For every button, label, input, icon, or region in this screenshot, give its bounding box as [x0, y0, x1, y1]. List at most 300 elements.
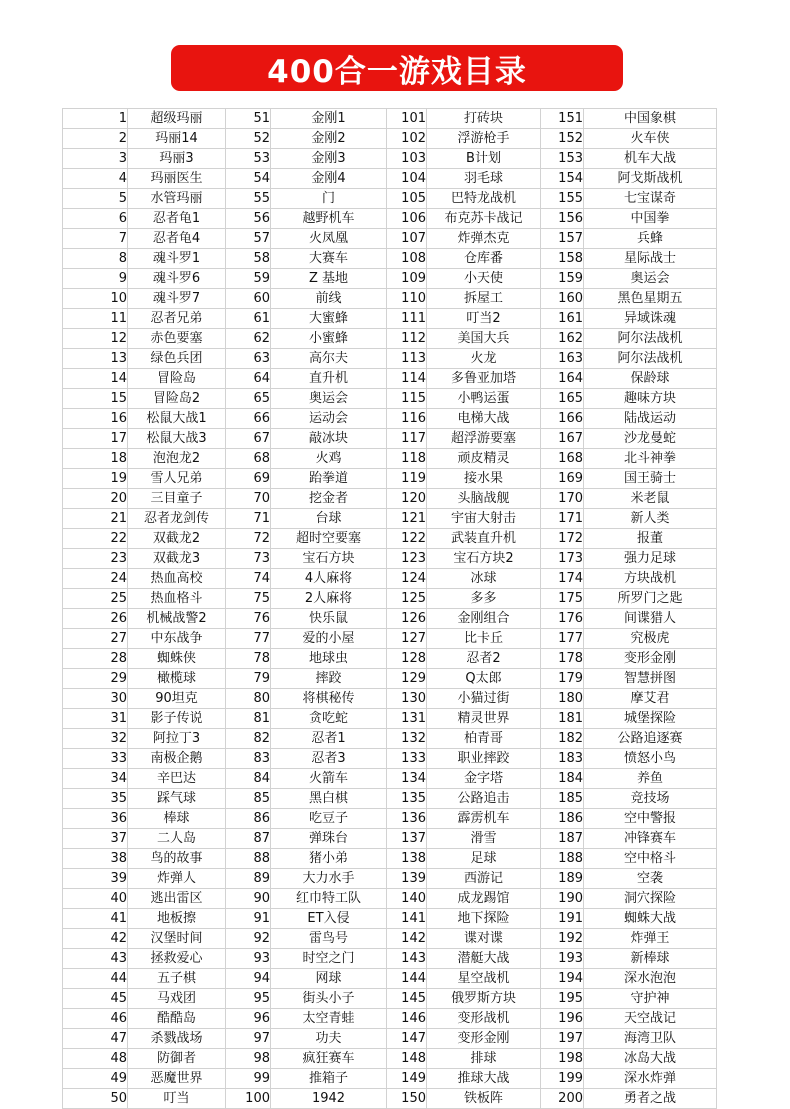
game-title: 敲冰块: [271, 429, 387, 449]
game-title: 黑白棋: [271, 789, 387, 809]
game-catalog-table: [62, 108, 717, 1109]
game-title: 金刚4: [271, 169, 387, 189]
game-number: 44: [63, 969, 128, 989]
game-number: 82: [226, 729, 271, 749]
game-title: 水管玛丽: [128, 189, 226, 209]
game-number: 90: [226, 889, 271, 909]
game-title: 保龄球: [584, 369, 717, 389]
game-number: 59: [226, 269, 271, 289]
game-title: 星际战士: [584, 249, 717, 269]
game-title: 中国象棋: [584, 109, 717, 129]
game-title: Q太郎: [427, 669, 541, 689]
game-number: 61: [226, 309, 271, 329]
game-title: 玛丽14: [128, 129, 226, 149]
game-title: 铁板阵: [427, 1089, 541, 1109]
game-title: 火凤凰: [271, 229, 387, 249]
game-number: 195: [541, 989, 584, 1009]
game-number: 171: [541, 509, 584, 529]
game-title: 布克苏卡战记: [427, 209, 541, 229]
game-number: 126: [387, 609, 427, 629]
game-title: ET入侵: [271, 909, 387, 929]
game-number: 161: [541, 309, 584, 329]
table-row: [63, 609, 717, 629]
game-number: 94: [226, 969, 271, 989]
game-number: 102: [387, 129, 427, 149]
game-title: 浮游枪手: [427, 129, 541, 149]
game-number: 93: [226, 949, 271, 969]
game-title: 地球虫: [271, 649, 387, 669]
game-number: 125: [387, 589, 427, 609]
game-title: 金刚2: [271, 129, 387, 149]
table-row: [63, 929, 717, 949]
game-number: 99: [226, 1069, 271, 1089]
game-title: 仓库番: [427, 249, 541, 269]
game-number: 79: [226, 669, 271, 689]
game-title: 愤怒小鸟: [584, 749, 717, 769]
game-title: 美国大兵: [427, 329, 541, 349]
game-title: 大蜜蜂: [271, 309, 387, 329]
game-number: 107: [387, 229, 427, 249]
game-title: 沙龙曼蛇: [584, 429, 717, 449]
game-number: 92: [226, 929, 271, 949]
table-row: [63, 489, 717, 509]
game-number: 37: [63, 829, 128, 849]
game-title: 地板擦: [128, 909, 226, 929]
table-row: [63, 369, 717, 389]
game-number: 43: [63, 949, 128, 969]
game-number: 55: [226, 189, 271, 209]
table-row: [63, 989, 717, 1009]
table-row: [63, 209, 717, 229]
game-number: 130: [387, 689, 427, 709]
table-row: [63, 749, 717, 769]
game-number: 74: [226, 569, 271, 589]
game-title: 冒险岛: [128, 369, 226, 389]
game-number: 176: [541, 609, 584, 629]
game-title: 守护神: [584, 989, 717, 1009]
game-title: 排球: [427, 1049, 541, 1069]
game-title: 大赛车: [271, 249, 387, 269]
game-title: 竞技场: [584, 789, 717, 809]
game-title: 方块战机: [584, 569, 717, 589]
game-number: 54: [226, 169, 271, 189]
game-number: 19: [63, 469, 128, 489]
table-row: [63, 469, 717, 489]
game-number: 178: [541, 649, 584, 669]
game-title: 影子传说: [128, 709, 226, 729]
game-number: 121: [387, 509, 427, 529]
game-title: 4人麻将: [271, 569, 387, 589]
game-number: 124: [387, 569, 427, 589]
game-number: 113: [387, 349, 427, 369]
game-number: 197: [541, 1029, 584, 1049]
game-title: 养鱼: [584, 769, 717, 789]
game-title: 玛丽医生: [128, 169, 226, 189]
game-title: 汉堡时间: [128, 929, 226, 949]
game-title: 蜘蛛侠: [128, 649, 226, 669]
game-title: 雪人兄弟: [128, 469, 226, 489]
table-row: [63, 889, 717, 909]
game-title: 趣味方块: [584, 389, 717, 409]
game-number: 170: [541, 489, 584, 509]
game-title: 成龙踢馆: [427, 889, 541, 909]
game-title: 二人岛: [128, 829, 226, 849]
game-number: 137: [387, 829, 427, 849]
game-number: 139: [387, 869, 427, 889]
game-number: 34: [63, 769, 128, 789]
game-number: 117: [387, 429, 427, 449]
game-title: 异域诛魂: [584, 309, 717, 329]
game-title: 网球: [271, 969, 387, 989]
game-number: 200: [541, 1089, 584, 1109]
game-number: 154: [541, 169, 584, 189]
game-title: 泡泡龙2: [128, 449, 226, 469]
table-row: [63, 709, 717, 729]
game-number: 8: [63, 249, 128, 269]
game-title: 越野机车: [271, 209, 387, 229]
game-title: 蜘蛛大战: [584, 909, 717, 929]
game-title: 俄罗斯方块: [427, 989, 541, 1009]
game-title: 1942: [271, 1089, 387, 1109]
game-number: 194: [541, 969, 584, 989]
game-number: 153: [541, 149, 584, 169]
game-title: 多鲁亚加塔: [427, 369, 541, 389]
game-number: 76: [226, 609, 271, 629]
game-number: 149: [387, 1069, 427, 1089]
game-number: 141: [387, 909, 427, 929]
game-catalog-body: [63, 109, 717, 1109]
game-title: 雷鸟号: [271, 929, 387, 949]
table-row: [63, 509, 717, 529]
game-title: 忍者兄弟: [128, 309, 226, 329]
game-title: 魂斗罗6: [128, 269, 226, 289]
game-number: 108: [387, 249, 427, 269]
game-number: 45: [63, 989, 128, 1009]
game-number: 160: [541, 289, 584, 309]
game-title: 直升机: [271, 369, 387, 389]
game-title: 绿色兵团: [128, 349, 226, 369]
title-banner: [171, 45, 623, 91]
game-number: 52: [226, 129, 271, 149]
game-number: 29: [63, 669, 128, 689]
game-number: 148: [387, 1049, 427, 1069]
game-number: 31: [63, 709, 128, 729]
game-title: 台球: [271, 509, 387, 529]
table-row: [63, 449, 717, 469]
game-title: 逃出雷区: [128, 889, 226, 909]
game-number: 174: [541, 569, 584, 589]
game-number: 81: [226, 709, 271, 729]
game-number: 100: [226, 1089, 271, 1109]
game-number: 49: [63, 1069, 128, 1089]
game-title: 滑雪: [427, 829, 541, 849]
game-number: 10: [63, 289, 128, 309]
game-number: 27: [63, 629, 128, 649]
game-title: 弹珠台: [271, 829, 387, 849]
game-title: 智慧拼图: [584, 669, 717, 689]
game-title: 叮当2: [427, 309, 541, 329]
game-number: 129: [387, 669, 427, 689]
game-number: 57: [226, 229, 271, 249]
game-number: 87: [226, 829, 271, 849]
game-number: 5: [63, 189, 128, 209]
game-number: 3: [63, 149, 128, 169]
game-number: 7: [63, 229, 128, 249]
game-number: 184: [541, 769, 584, 789]
game-title: 火箭车: [271, 769, 387, 789]
game-number: 187: [541, 829, 584, 849]
game-number: 138: [387, 849, 427, 869]
game-title: 电梯大战: [427, 409, 541, 429]
game-number: 167: [541, 429, 584, 449]
game-number: 186: [541, 809, 584, 829]
game-number: 33: [63, 749, 128, 769]
game-number: 164: [541, 369, 584, 389]
game-number: 169: [541, 469, 584, 489]
game-title: 间谍猎人: [584, 609, 717, 629]
game-number: 40: [63, 889, 128, 909]
game-title: 深水炸弹: [584, 1069, 717, 1089]
table-row: [63, 729, 717, 749]
game-number: 192: [541, 929, 584, 949]
game-number: 26: [63, 609, 128, 629]
game-title: 七宝谋奇: [584, 189, 717, 209]
game-number: 111: [387, 309, 427, 329]
game-title: 炸弹杰克: [427, 229, 541, 249]
game-title: 接水果: [427, 469, 541, 489]
table-row: [63, 129, 717, 149]
game-title: 挖金者: [271, 489, 387, 509]
game-title: 辛巴达: [128, 769, 226, 789]
game-title: 宝石方块2: [427, 549, 541, 569]
game-title: 踩气球: [128, 789, 226, 809]
game-title: B计划: [427, 149, 541, 169]
game-title: 南极企鹅: [128, 749, 226, 769]
game-title: 潜艇大战: [427, 949, 541, 969]
game-number: 9: [63, 269, 128, 289]
game-title: 90坦克: [128, 689, 226, 709]
game-title: 炸弹人: [128, 869, 226, 889]
game-number: 46: [63, 1009, 128, 1029]
game-title: 吃豆子: [271, 809, 387, 829]
game-title: 洞穴探险: [584, 889, 717, 909]
game-number: 155: [541, 189, 584, 209]
game-title: 跆拳道: [271, 469, 387, 489]
game-number: 145: [387, 989, 427, 1009]
game-number: 127: [387, 629, 427, 649]
table-row: [63, 689, 717, 709]
game-number: 18: [63, 449, 128, 469]
game-title: 高尔夫: [271, 349, 387, 369]
game-title: 阿尔法战机: [584, 329, 717, 349]
table-row: [63, 349, 717, 369]
game-number: 119: [387, 469, 427, 489]
game-title: 疯狂赛车: [271, 1049, 387, 1069]
table-row: [63, 949, 717, 969]
game-title: 阿戈斯战机: [584, 169, 717, 189]
game-title: 新棒球: [584, 949, 717, 969]
game-number: 85: [226, 789, 271, 809]
game-number: 16: [63, 409, 128, 429]
game-title: 勇者之战: [584, 1089, 717, 1109]
game-number: 24: [63, 569, 128, 589]
game-title: Z 基地: [271, 269, 387, 289]
game-number: 2: [63, 129, 128, 149]
game-title: 霹雳机车: [427, 809, 541, 829]
game-title: 超浮游要塞: [427, 429, 541, 449]
game-title: 忍者龟1: [128, 209, 226, 229]
game-title: 变形金刚: [584, 649, 717, 669]
game-number: 144: [387, 969, 427, 989]
game-title: 武装直升机: [427, 529, 541, 549]
game-number: 166: [541, 409, 584, 429]
game-title: 热血高校: [128, 569, 226, 589]
game-title: 奥运会: [584, 269, 717, 289]
game-title: 新人类: [584, 509, 717, 529]
game-title: 小天使: [427, 269, 541, 289]
game-number: 69: [226, 469, 271, 489]
game-number: 23: [63, 549, 128, 569]
game-number: 156: [541, 209, 584, 229]
game-title: 赤色要塞: [128, 329, 226, 349]
table-row: [63, 629, 717, 649]
game-title: 将棋秘传: [271, 689, 387, 709]
game-number: 4: [63, 169, 128, 189]
game-number: 65: [226, 389, 271, 409]
game-number: 98: [226, 1049, 271, 1069]
game-number: 71: [226, 509, 271, 529]
game-title: 比卡丘: [427, 629, 541, 649]
game-number: 67: [226, 429, 271, 449]
table-row: [63, 529, 717, 549]
game-number: 115: [387, 389, 427, 409]
game-number: 64: [226, 369, 271, 389]
game-title: 炸弹王: [584, 929, 717, 949]
game-number: 147: [387, 1029, 427, 1049]
game-number: 198: [541, 1049, 584, 1069]
table-row: [63, 229, 717, 249]
game-title: 海湾卫队: [584, 1029, 717, 1049]
game-title: 究极虎: [584, 629, 717, 649]
game-number: 101: [387, 109, 427, 129]
game-number: 88: [226, 849, 271, 869]
game-number: 140: [387, 889, 427, 909]
game-title: 火龙: [427, 349, 541, 369]
table-row: [63, 1029, 717, 1049]
table-row: [63, 409, 717, 429]
game-number: 41: [63, 909, 128, 929]
game-number: 173: [541, 549, 584, 569]
game-number: 78: [226, 649, 271, 669]
game-number: 190: [541, 889, 584, 909]
game-number: 63: [226, 349, 271, 369]
game-title: 拆屋工: [427, 289, 541, 309]
table-row: [63, 669, 717, 689]
game-title: 多多: [427, 589, 541, 609]
game-title: 冰球: [427, 569, 541, 589]
table-row: [63, 649, 717, 669]
game-title: 前线: [271, 289, 387, 309]
game-title: 松鼠大战1: [128, 409, 226, 429]
game-title: 公路追击: [427, 789, 541, 809]
game-number: 180: [541, 689, 584, 709]
game-title: 宇宙大射击: [427, 509, 541, 529]
game-number: 47: [63, 1029, 128, 1049]
game-number: 185: [541, 789, 584, 809]
game-title: 推球大战: [427, 1069, 541, 1089]
table-row: [63, 249, 717, 269]
game-title: 火车侠: [584, 129, 717, 149]
game-number: 66: [226, 409, 271, 429]
table-row: [63, 289, 717, 309]
game-title: 谍对谍: [427, 929, 541, 949]
game-title: 叮当: [128, 1089, 226, 1109]
game-number: 120: [387, 489, 427, 509]
game-title: 公路追逐赛: [584, 729, 717, 749]
game-title: 金刚3: [271, 149, 387, 169]
game-title: 快乐鼠: [271, 609, 387, 629]
table-row: [63, 869, 717, 889]
game-number: 189: [541, 869, 584, 889]
game-title: 红巾特工队: [271, 889, 387, 909]
game-title: 强力足球: [584, 549, 717, 569]
table-row: [63, 329, 717, 349]
game-number: 89: [226, 869, 271, 889]
game-number: 123: [387, 549, 427, 569]
table-row: [63, 969, 717, 989]
game-number: 58: [226, 249, 271, 269]
game-number: 181: [541, 709, 584, 729]
game-number: 159: [541, 269, 584, 289]
game-number: 110: [387, 289, 427, 309]
game-number: 104: [387, 169, 427, 189]
table-row: [63, 549, 717, 569]
game-title: 黑色星期五: [584, 289, 717, 309]
game-number: 13: [63, 349, 128, 369]
game-title: 精灵世界: [427, 709, 541, 729]
table-row: [63, 1009, 717, 1029]
game-number: 83: [226, 749, 271, 769]
game-title: 变形金刚: [427, 1029, 541, 1049]
game-title: 恶魔世界: [128, 1069, 226, 1089]
game-title: 酷酷岛: [128, 1009, 226, 1029]
table-row: [63, 569, 717, 589]
game-number: 51: [226, 109, 271, 129]
game-title: 冲锋赛车: [584, 829, 717, 849]
game-number: 157: [541, 229, 584, 249]
game-number: 175: [541, 589, 584, 609]
game-number: 150: [387, 1089, 427, 1109]
game-title: 星空战机: [427, 969, 541, 989]
game-number: 77: [226, 629, 271, 649]
game-title: 2人麻将: [271, 589, 387, 609]
game-title: 小鸭运蛋: [427, 389, 541, 409]
game-number: 103: [387, 149, 427, 169]
game-title: 天空战记: [584, 1009, 717, 1029]
game-number: 6: [63, 209, 128, 229]
game-number: 42: [63, 929, 128, 949]
game-number: 118: [387, 449, 427, 469]
game-number: 146: [387, 1009, 427, 1029]
game-number: 30: [63, 689, 128, 709]
game-number: 91: [226, 909, 271, 929]
game-title: 打砖块: [427, 109, 541, 129]
game-title: 忍者龙剑传: [128, 509, 226, 529]
game-title: 超级玛丽: [128, 109, 226, 129]
game-number: 193: [541, 949, 584, 969]
game-title: 城堡探险: [584, 709, 717, 729]
game-title: 门: [271, 189, 387, 209]
